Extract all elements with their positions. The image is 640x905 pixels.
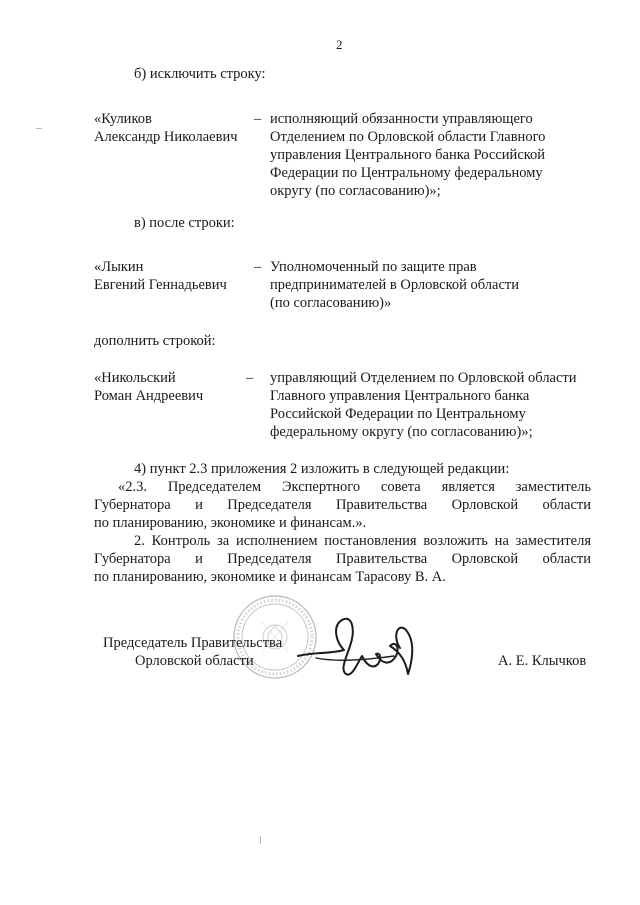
entry-3-desc-line: федеральному округу (по согласованию)»; [270, 424, 533, 440]
item-v-label: в) после строки: [134, 215, 235, 231]
entry-1-desc-line: управления Центрального банка Российской [270, 147, 546, 163]
signatory-name: А. Е. Клычков [498, 653, 587, 669]
item-2-line: 2. Контроль за исполнением постановления возложить на заместителя [134, 533, 591, 549]
entry-3-dash: – [246, 370, 254, 386]
item-2-paragraph [94, 532, 591, 586]
item-2-line: Губернатора и Председателя Правительства Орловской области [94, 551, 591, 567]
scan-mark [260, 836, 261, 844]
entry-1-name-line: «Куликов [94, 111, 152, 127]
entry-3-desc-line: Главного управления Центрального банка [270, 388, 530, 404]
item-2-line: по планированию, экономике и финансам Тарасову В. А. [94, 569, 446, 585]
entry-2-name-line: Евгений Геннадьевич [94, 277, 227, 293]
entry-3-description [270, 369, 577, 441]
handwritten-signature-icon [296, 612, 420, 682]
item-4-line: Губернатора и Председателя Правительства Орловской области [94, 497, 591, 513]
item-4-line: по планированию, экономике и финансам.». [94, 515, 367, 531]
page-number: 2 [336, 37, 343, 52]
signature-position-line: Председатель Правительства [103, 635, 283, 651]
entry-2-desc-line: (по согласованию)» [270, 295, 392, 311]
item-4-line: 4) пункт 2.3 приложения 2 изложить в следующей редакции: [134, 461, 510, 477]
entry-1-name-line: Александр Николаевич [94, 129, 238, 145]
entry-2-name-line: «Лыкин [94, 259, 144, 275]
entry-2-description [270, 258, 519, 312]
entry-3-desc-line: Российской Федерации по Центральному [270, 406, 526, 422]
entry-3-name-line: «Никольский [94, 370, 176, 386]
entry-3-name [94, 369, 203, 405]
entry-3-desc-line: управляющий Отделением по Орловской области [270, 370, 577, 386]
signature-position-line: Орловской области [135, 653, 254, 669]
entry-1-name [94, 110, 238, 146]
entry-2-desc-line: предпринимателей в Орловской области [270, 277, 519, 293]
entry-1-description [270, 110, 545, 200]
entry-2-name [94, 258, 227, 294]
entry-3-name-line: Роман Андреевич [94, 388, 204, 404]
add-line-label: дополнить строкой: [94, 333, 216, 349]
item-4-paragraph [94, 460, 591, 532]
item-b-label: б) исключить строку: [134, 66, 266, 82]
item-4-line: «2.3. Председателем Экспертного совета является заместитель [118, 479, 591, 495]
entry-2-desc-line: Уполномоченный по защите прав [270, 259, 477, 275]
entry-2-dash: – [254, 259, 262, 275]
entry-1-desc-line: Федерации по Центральному федеральному [270, 165, 543, 181]
entry-1-desc-line: исполняющий обязанности управляющего [270, 111, 533, 127]
entry-1-desc-line: округу (по согласованию)»; [270, 183, 441, 199]
entry-1-desc-line: Отделением по Орловской области Главного [270, 129, 546, 145]
scan-mark [36, 128, 42, 129]
entry-1-dash: – [254, 111, 262, 127]
